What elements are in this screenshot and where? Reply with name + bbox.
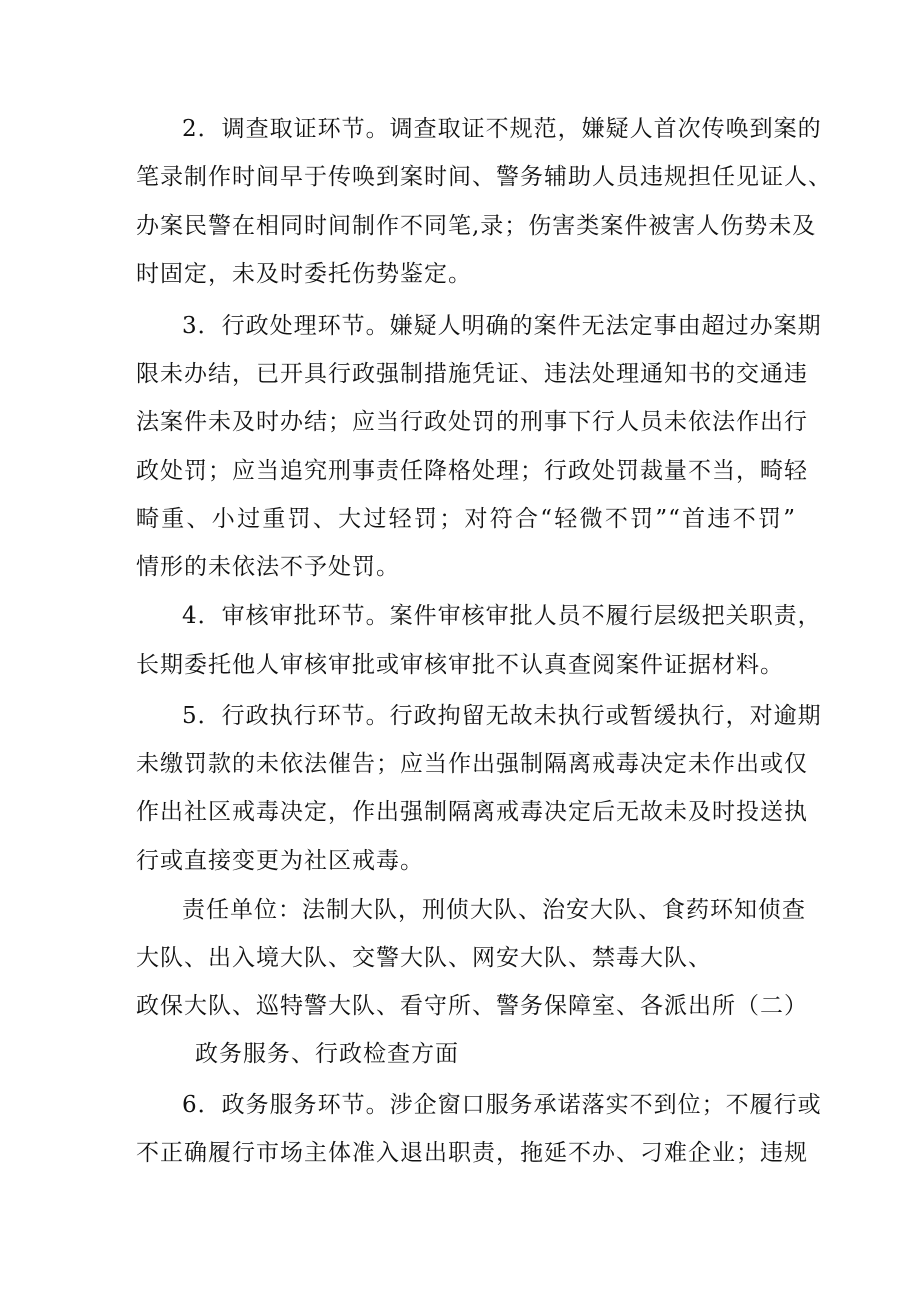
paragraph-2-line-1: 2．调查取证环节。调查取证不规范，嫌疑人首次传唤到案的 xyxy=(182,116,822,142)
paragraph-5-line-4: 行或直接变更为社区戒毒。 xyxy=(136,848,424,874)
paragraph-4-line-1: 4．审核审批环节。案件审核审批人员不履行层级把关职责， xyxy=(182,603,822,629)
paragraph-3-line-1: 3．行政处理环节。嫌疑人明确的案件无法定事由超过办案期 xyxy=(182,313,822,339)
paragraph-3-line-4: 政处罚；应当追究刑事责任降格处理；行政处罚裁量不当，畸轻 xyxy=(136,458,808,484)
responsible-units-line-2: 大队、出入境大队、交警大队、网安大队、禁毒大队、 xyxy=(136,945,712,971)
paragraph-3-line-2: 限未办结，已开具行政强制措施凭证、违法处理通知书的交通违 xyxy=(136,361,808,387)
paragraph-5-line-1: 5．行政执行环节。行政拘留无故未执行或暂缓执行，对逾期 xyxy=(182,703,822,729)
paragraph-6-line-1: 6．政务服务环节。涉企窗口服务承诺落实不到位；不履行或 xyxy=(182,1092,822,1118)
paragraph-5-line-3: 作出社区戒毒决定，作出强制隔离戒毒决定后无故未及时投送执 xyxy=(136,799,808,825)
paragraph-5-line-2: 未缴罚款的未依法催告；应当作出强制隔离戒毒决定未作出或仅 xyxy=(136,751,808,777)
responsible-units-line-1: 责任单位：法制大队，刑侦大队、治安大队、食药环知侦查 xyxy=(182,897,806,923)
paragraph-4-line-2: 长期委托他人审核审批或审核审批不认真查阅案件证据材料。 xyxy=(136,652,784,678)
paragraph-3-line-5: 畸重、小过重罚、大过轻罚；对符合“轻微不罚”“首违不罚” xyxy=(136,506,796,532)
paragraph-2-line-4: 时固定，未及时委托伤势鉴定。 xyxy=(136,261,472,287)
paragraph-2-line-3: 办案民警在相同时间制作不同笔,录；伤害类案件被害人伤势未及 xyxy=(136,213,817,239)
responsible-units-line-3: 政保大队、巡特警大队、看守所、警务保障室、各派出所（二） xyxy=(136,993,808,1019)
paragraph-3-line-3: 法案件未及时办结；应当行政处罚的刑事下行人员未依法作出行 xyxy=(136,409,808,435)
paragraph-2-line-2: 笔录制作时间早于传唤到案时间、警务辅助人员违规担任见证人、 xyxy=(136,164,832,190)
section-heading: 政务服务、行政检查方面 xyxy=(195,1041,459,1067)
paragraph-3-line-6: 情形的未依法不予处罚。 xyxy=(136,554,400,580)
paragraph-6-line-2: 不正确履行市场主体准入退出职责，拖延不办、刁难企业；违规 xyxy=(136,1140,808,1166)
